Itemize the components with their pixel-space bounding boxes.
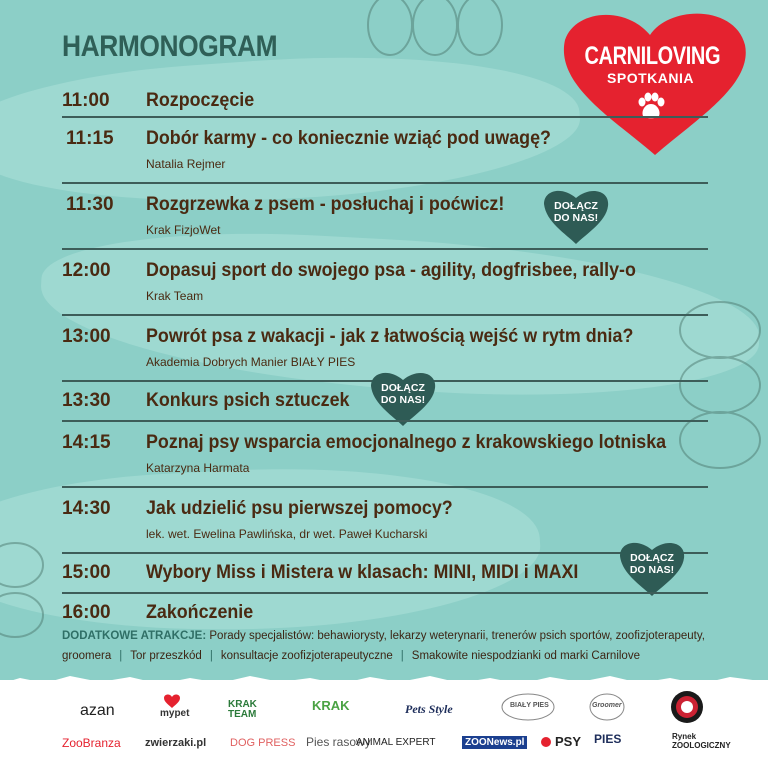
extras-text: Porady specjalistów: behawiorysty, lekarzy weterynarii, trenerów psich sportów, zoofizjoterapeuty, xyxy=(209,630,705,642)
schedule-event: Poznaj psy wsparcia emocjonalnego z krakowskiego lotniska xyxy=(146,432,667,453)
bone-decoration-icon xyxy=(365,0,505,70)
schedule-event: Rozgrzewka z psem - posłuchaj i poćwicz! xyxy=(146,194,505,215)
schedule-row xyxy=(62,592,708,628)
page-title: HARMONOGRAM xyxy=(62,30,278,63)
badge-line2: DO NAS! xyxy=(553,212,599,224)
extras-text: groomera xyxy=(62,650,112,662)
schedule-time: 11:15 xyxy=(66,128,114,149)
schedule-time: 13:00 xyxy=(62,326,111,347)
schedule-row xyxy=(62,116,708,182)
schedule-time: 16:00 xyxy=(62,602,111,623)
extra-attractions xyxy=(62,626,712,666)
badge-line1: DOŁĄCZ xyxy=(554,200,598,212)
schedule-event: Wybory Miss i Mistera w klasach: MINI, MIDI i MAXI xyxy=(146,562,579,583)
badge-line1: DOŁĄCZ xyxy=(630,552,674,564)
sponsor-logo: Groomer xyxy=(592,702,622,709)
schedule-time: 13:30 xyxy=(62,390,111,411)
sponsor-logo: zwierzaki.pl xyxy=(145,737,207,749)
sponsor-logo: Pies rasowy xyxy=(306,735,371,749)
schedule-row xyxy=(62,552,708,592)
schedule-time: 11:00 xyxy=(62,90,110,111)
schedule-speaker: Katarzyna Harmata xyxy=(146,461,250,475)
badge-line2: DO NAS! xyxy=(380,394,426,406)
schedule-speaker: Natalia Rejmer xyxy=(146,157,226,171)
sponsor-logo: azan xyxy=(80,702,115,719)
heart-logo-icon xyxy=(163,694,181,708)
schedule-time: 12:00 xyxy=(62,260,111,281)
schedule-time: 14:15 xyxy=(62,432,111,453)
separator: | xyxy=(400,650,404,662)
schedule-speaker: Krak FizjoWet xyxy=(146,223,221,237)
logo-subtitle: SPOTKANIA xyxy=(607,70,694,86)
sponsor-logo: Rynek ZOOLOGICZNY xyxy=(672,732,731,750)
sponsor-logo: KRAK TEAM xyxy=(228,699,257,720)
extras-text: konsultacje zoofizjoterapeutyczne xyxy=(220,650,393,662)
schedule-row xyxy=(62,380,708,420)
schedule-time: 11:30 xyxy=(66,194,114,215)
logo-title: CARNILOVING xyxy=(584,42,721,70)
sponsor-logo: mypet xyxy=(160,708,190,719)
schedule-time: 15:00 xyxy=(62,562,111,583)
extras-text: Smakowite niespodzianki od marki Carnilove xyxy=(411,650,640,662)
extras-label: DODATKOWE ATRAKCJE: xyxy=(62,630,207,642)
schedule-event: Dobór karmy - co koniecznie wziąć pod uwagę? xyxy=(146,128,551,149)
join-us-badge[interactable] xyxy=(540,188,612,246)
schedule-speaker: Akademia Dobrych Manier BIAŁY PIES xyxy=(146,355,356,369)
schedule-speaker: lek. wet. Ewelina Pawlińska, dr wet. Paweł Kucharski xyxy=(146,527,428,541)
schedule-list xyxy=(62,84,708,628)
sponsors-footer xyxy=(0,680,768,768)
badge-line2: DO NAS! xyxy=(629,564,675,576)
sponsor-logo: ANIMAL EXPERT xyxy=(356,737,436,748)
schedule-row xyxy=(62,486,708,552)
sponsor-logo: PSY xyxy=(555,734,582,749)
separator: | xyxy=(209,650,213,662)
schedule-time: 14:30 xyxy=(62,498,111,519)
sponsor-logo: BIAŁY PIES xyxy=(510,702,549,709)
extras-text: Tor przeszkód xyxy=(130,650,202,662)
sponsor-logo: Pets Style xyxy=(405,702,453,716)
sponsor-logo: ZooBranza xyxy=(62,736,121,750)
sponsor-logo: ZOONews.pl xyxy=(462,736,527,749)
schedule-row xyxy=(62,248,708,314)
sponsor-logo: PIES xyxy=(594,732,622,746)
schedule-row xyxy=(62,182,708,248)
schedule-event: Zakończenie xyxy=(146,602,254,623)
sponsor-logo: DOG PRESS xyxy=(230,737,296,749)
schedule-row xyxy=(62,84,708,116)
bone-decoration-icon xyxy=(0,535,60,655)
schedule-event: Konkurs psich sztuczek xyxy=(146,390,350,411)
badge-line1: DOŁĄCZ xyxy=(381,382,425,394)
emblem-logo-icon xyxy=(670,690,704,724)
sponsor-logo: KRAK xyxy=(312,698,350,713)
psy-logo-icon xyxy=(540,736,552,748)
schedule-event: Rozpoczęcie xyxy=(146,90,255,111)
schedule-speaker: Krak Team xyxy=(146,289,204,303)
separator: | xyxy=(119,650,123,662)
join-us-badge[interactable] xyxy=(616,540,688,598)
schedule-event: Dopasuj sport do swojego psa - agility, dogfrisbee, rally-o xyxy=(146,260,636,281)
schedule-event: Powrót psa z wakacji - jak z łatwością wejść w rytm dnia? xyxy=(146,326,634,347)
schedule-row xyxy=(62,420,708,486)
schedule-event: Jak udzielić psu pierwszej pomocy? xyxy=(146,498,453,519)
